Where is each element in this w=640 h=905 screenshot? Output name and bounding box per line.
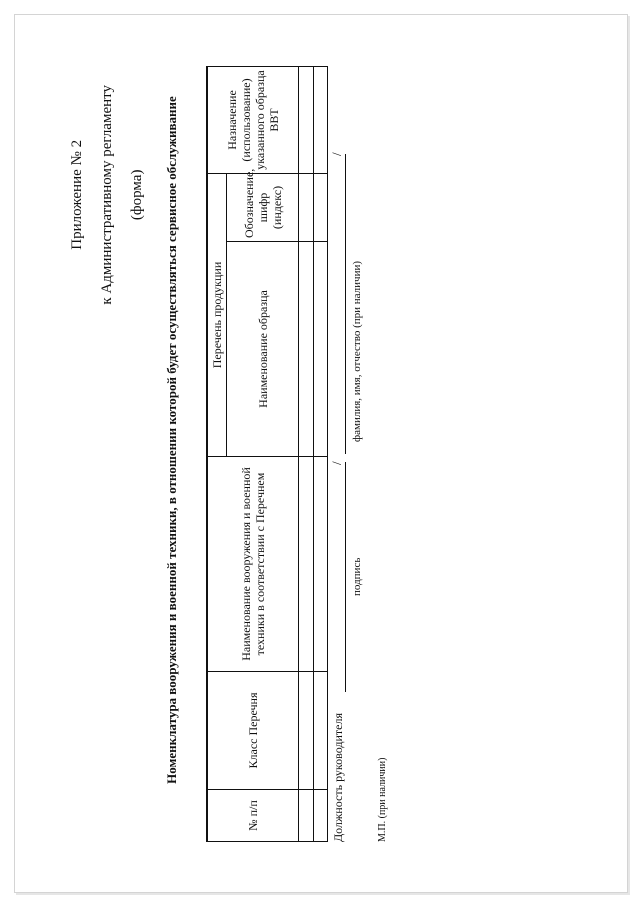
stamp-caption: М.П. (при наличии) bbox=[377, 757, 388, 842]
full-name-line[interactable] bbox=[345, 154, 346, 454]
table-cell[interactable] bbox=[299, 457, 314, 672]
header-purpose: Назначение (использование) указанного образца ВВТ bbox=[207, 67, 299, 174]
nomenclature-table bbox=[206, 66, 328, 842]
signature-caption: подпись bbox=[351, 557, 363, 596]
header-product-list: Перечень продукции bbox=[207, 174, 227, 457]
annex-form-label: (форма) bbox=[129, 169, 145, 221]
annex-reference: к Административному регламенту bbox=[99, 85, 115, 305]
separator-slash: / bbox=[329, 152, 344, 156]
annex-number: Приложение № 2 bbox=[69, 139, 85, 250]
table-row bbox=[299, 67, 314, 842]
header-sample-name: Наименование образца bbox=[227, 242, 299, 457]
signature-block bbox=[325, 62, 445, 842]
header-weapon-name: Наименование вооружения и военной техники в соответствии с Перечнем bbox=[207, 457, 299, 672]
annex-header bbox=[62, 85, 152, 305]
full-name-caption: фамилия, имя, отчество (при наличии) bbox=[351, 260, 363, 442]
header-row-number: № п/п bbox=[207, 790, 299, 842]
document-title: Номенклатура вооружения и военной техники, в отношении которой будет осуществляться сервисное обслуживание bbox=[164, 96, 179, 784]
position-label: Должность руководителя bbox=[331, 713, 345, 842]
header-class: Класс Перечня bbox=[207, 672, 299, 790]
header-code: Обозначение, шифр (индекс) bbox=[227, 174, 299, 242]
separator-slash: / bbox=[329, 461, 344, 465]
signature-line[interactable] bbox=[345, 462, 346, 692]
table-cell[interactable] bbox=[299, 790, 314, 842]
table-cell[interactable] bbox=[299, 67, 314, 174]
table-cell[interactable] bbox=[299, 672, 314, 790]
table-cell[interactable] bbox=[299, 242, 314, 457]
table-cell[interactable] bbox=[299, 174, 314, 242]
